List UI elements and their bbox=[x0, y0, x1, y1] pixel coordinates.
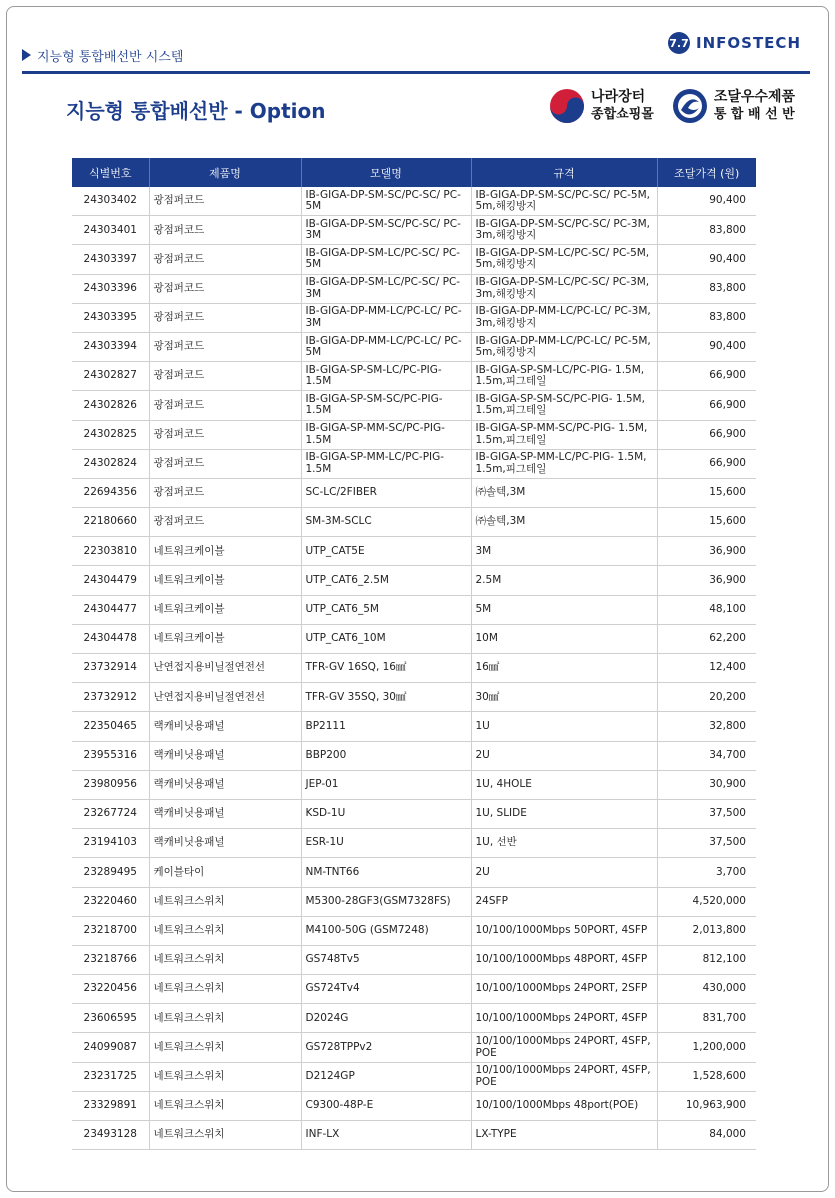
id-cell: 24302826 bbox=[72, 391, 149, 420]
id-cell: 24303401 bbox=[72, 216, 149, 245]
model-name-cell: C9300-48P-E bbox=[301, 1091, 471, 1120]
table-row bbox=[72, 508, 756, 537]
product-name-cell: 랙캐비닛용패널 bbox=[149, 741, 301, 770]
id-cell: 24302827 bbox=[72, 362, 149, 391]
product-name-cell: 광점퍼코드 bbox=[149, 274, 301, 303]
id-cell: 24303397 bbox=[72, 245, 149, 274]
id-cell: 23267724 bbox=[72, 799, 149, 828]
column-spec-header: 규격 bbox=[471, 158, 657, 187]
model-name-cell: TFR-GV 35SQ, 30㎟ bbox=[301, 683, 471, 712]
price-cell: 15,600 bbox=[657, 478, 756, 507]
spec-cell: 10/100/1000Mbps 50PORT, 4SFP bbox=[471, 916, 657, 945]
price-cell: 37,500 bbox=[657, 829, 756, 858]
logo2-line1: 조달우수제품 bbox=[713, 89, 795, 105]
price-cell: 15,600 bbox=[657, 508, 756, 537]
spec-cell: IB-GIGA-SP-SM-LC/PC-PIG- 1.5M, 1.5m,피그테일 bbox=[471, 362, 657, 391]
table-row bbox=[72, 799, 756, 828]
product-name-cell: 난연접지용비닐절연전선 bbox=[149, 654, 301, 683]
model-name-cell: IB-GIGA-DP-SM-LC/PC-SC/ PC-3M bbox=[301, 274, 471, 303]
table-header-row bbox=[72, 158, 756, 187]
model-name-cell: IB-GIGA-SP-SM-LC/PC-PIG- 1.5M bbox=[301, 362, 471, 391]
spec-cell: IB-GIGA-DP-SM-SC/PC-SC/ PC-5M, 5m,해킹방지 bbox=[471, 187, 657, 216]
table-row bbox=[72, 975, 756, 1004]
table-row bbox=[72, 712, 756, 741]
brand-name: INFOSTECH bbox=[696, 34, 801, 52]
spec-cell: 5M bbox=[471, 595, 657, 624]
model-name-cell: IB-GIGA-SP-MM-SC/PC-PIG- 1.5M bbox=[301, 420, 471, 449]
page-title: 지능형 통합배선반 - Option bbox=[66, 99, 326, 123]
table-row bbox=[72, 362, 756, 391]
model-name-cell: IB-GIGA-SP-MM-LC/PC-PIG- 1.5M bbox=[301, 449, 471, 478]
spec-cell: IB-GIGA-DP-MM-LC/PC-LC/ PC-3M, 3m,해킹방지 bbox=[471, 303, 657, 332]
certification-logos bbox=[549, 88, 795, 124]
product-name-cell: 네트워크스위치 bbox=[149, 1033, 301, 1062]
price-cell: 83,800 bbox=[657, 216, 756, 245]
spec-cell: 2.5M bbox=[471, 566, 657, 595]
model-name-cell: BP2111 bbox=[301, 712, 471, 741]
column-id-header: 식별번호 bbox=[72, 158, 149, 187]
product-name-cell: 광점퍼코드 bbox=[149, 508, 301, 537]
spec-cell: 2U bbox=[471, 858, 657, 887]
breadcrumb: 지능형 통합배선반 시스템 bbox=[37, 49, 184, 65]
logo1-line1: 나라장터 bbox=[591, 89, 646, 105]
model-name-cell: INF-LX bbox=[301, 1121, 471, 1150]
table-row bbox=[72, 1062, 756, 1091]
model-name-cell: SC-LC/2FIBER bbox=[301, 478, 471, 507]
product-name-cell: 네트워크케이블 bbox=[149, 624, 301, 653]
table-row bbox=[72, 624, 756, 653]
spec-cell: 1U, SLIDE bbox=[471, 799, 657, 828]
product-name-cell: 광점퍼코드 bbox=[149, 449, 301, 478]
id-cell: 24304477 bbox=[72, 595, 149, 624]
id-cell: 23218700 bbox=[72, 916, 149, 945]
product-name-cell: 네트워크스위치 bbox=[149, 1091, 301, 1120]
model-name-cell: IB-GIGA-DP-SM-LC/PC-SC/ PC-5M bbox=[301, 245, 471, 274]
column-price-header: 조달가격 (원) bbox=[657, 158, 756, 187]
table-row bbox=[72, 654, 756, 683]
product-name-cell: 케이블타이 bbox=[149, 858, 301, 887]
table-row bbox=[72, 245, 756, 274]
column-model-name-header: 모델명 bbox=[301, 158, 471, 187]
id-cell: 24304478 bbox=[72, 624, 149, 653]
spec-cell: 16㎟ bbox=[471, 654, 657, 683]
product-name-cell: 광점퍼코드 bbox=[149, 216, 301, 245]
table-row bbox=[72, 216, 756, 245]
table-row bbox=[72, 770, 756, 799]
table-row bbox=[72, 332, 756, 361]
model-name-cell: GS724Tv4 bbox=[301, 975, 471, 1004]
price-cell: 90,400 bbox=[657, 332, 756, 361]
price-cell: 37,500 bbox=[657, 799, 756, 828]
id-cell: 23732914 bbox=[72, 654, 149, 683]
id-cell: 24303395 bbox=[72, 303, 149, 332]
table-row bbox=[72, 1004, 756, 1033]
header-divider bbox=[22, 71, 810, 74]
model-name-cell: IB-GIGA-DP-SM-SC/PC-SC/ PC-5M bbox=[301, 187, 471, 216]
spec-cell: IB-GIGA-DP-MM-LC/PC-LC/ PC-5M, 5m,해킹방지 bbox=[471, 332, 657, 361]
product-name-cell: 랙캐비닛용패널 bbox=[149, 712, 301, 741]
table-row bbox=[72, 741, 756, 770]
price-cell: 831,700 bbox=[657, 1004, 756, 1033]
table-row bbox=[72, 566, 756, 595]
price-cell: 36,900 bbox=[657, 537, 756, 566]
spec-cell: LX-TYPE bbox=[471, 1121, 657, 1150]
price-cell: 812,100 bbox=[657, 945, 756, 974]
product-name-cell: 네트워크스위치 bbox=[149, 916, 301, 945]
model-name-cell: D2124GP bbox=[301, 1062, 471, 1091]
product-name-cell: 광점퍼코드 bbox=[149, 187, 301, 216]
model-name-cell: IB-GIGA-SP-SM-SC/PC-PIG- 1.5M bbox=[301, 391, 471, 420]
price-cell: 90,400 bbox=[657, 245, 756, 274]
id-cell: 23493128 bbox=[72, 1121, 149, 1150]
id-cell: 23329891 bbox=[72, 1091, 149, 1120]
product-name-cell: 네트워크스위치 bbox=[149, 1062, 301, 1091]
product-name-cell: 광점퍼코드 bbox=[149, 420, 301, 449]
id-cell: 23732912 bbox=[72, 683, 149, 712]
spec-cell: 1U bbox=[471, 712, 657, 741]
product-name-cell: 네트워크스위치 bbox=[149, 975, 301, 1004]
price-cell: 1,200,000 bbox=[657, 1033, 756, 1062]
table-row bbox=[72, 595, 756, 624]
table-row bbox=[72, 537, 756, 566]
id-cell: 24099087 bbox=[72, 1033, 149, 1062]
spec-cell: IB-GIGA-SP-SM-SC/PC-PIG- 1.5M, 1.5m,피그테일 bbox=[471, 391, 657, 420]
table-row bbox=[72, 449, 756, 478]
model-name-cell: UTP_CAT6_5M bbox=[301, 595, 471, 624]
table-row bbox=[72, 391, 756, 420]
product-name-cell: 광점퍼코드 bbox=[149, 362, 301, 391]
id-cell: 23606595 bbox=[72, 1004, 149, 1033]
price-cell: 30,900 bbox=[657, 770, 756, 799]
spec-cell: 2U bbox=[471, 741, 657, 770]
table-row bbox=[72, 1091, 756, 1120]
id-cell: 24302825 bbox=[72, 420, 149, 449]
id-cell: 22180660 bbox=[72, 508, 149, 537]
product-name-cell: 랙캐비닛용패널 bbox=[149, 770, 301, 799]
model-name-cell: SM-3M-SCLC bbox=[301, 508, 471, 537]
price-cell: 83,800 bbox=[657, 274, 756, 303]
price-cell: 3,700 bbox=[657, 858, 756, 887]
id-cell: 23218766 bbox=[72, 945, 149, 974]
spec-cell: ㈜솔텍,3M bbox=[471, 508, 657, 537]
product-name-cell: 네트워크케이블 bbox=[149, 595, 301, 624]
product-name-cell: 난연접지용비닐절연전선 bbox=[149, 683, 301, 712]
price-cell: 32,800 bbox=[657, 712, 756, 741]
model-name-cell: UTP_CAT6_10M bbox=[301, 624, 471, 653]
price-cell: 20,200 bbox=[657, 683, 756, 712]
id-cell: 23194103 bbox=[72, 829, 149, 858]
table-row bbox=[72, 683, 756, 712]
brand-badge-icon: 7.7 bbox=[668, 32, 690, 54]
price-cell: 430,000 bbox=[657, 975, 756, 1004]
product-price-table bbox=[72, 158, 756, 1150]
price-cell: 48,100 bbox=[657, 595, 756, 624]
id-cell: 24303394 bbox=[72, 332, 149, 361]
price-cell: 90,400 bbox=[657, 187, 756, 216]
spec-cell: 30㎟ bbox=[471, 683, 657, 712]
id-cell: 24303396 bbox=[72, 274, 149, 303]
id-cell: 24304479 bbox=[72, 566, 149, 595]
price-cell: 2,013,800 bbox=[657, 916, 756, 945]
id-cell: 22350465 bbox=[72, 712, 149, 741]
id-cell: 23220456 bbox=[72, 975, 149, 1004]
model-name-cell: UTP_CAT5E bbox=[301, 537, 471, 566]
spec-cell: 3M bbox=[471, 537, 657, 566]
spec-cell: 10/100/1000Mbps 24PORT, 4SFP, POE bbox=[471, 1062, 657, 1091]
product-name-cell: 광점퍼코드 bbox=[149, 245, 301, 274]
product-name-cell: 랙캐비닛용패널 bbox=[149, 829, 301, 858]
id-cell: 24303402 bbox=[72, 187, 149, 216]
spec-cell: 10/100/1000Mbps 24PORT, 2SFP bbox=[471, 975, 657, 1004]
excellent-procurement-logo bbox=[672, 88, 795, 124]
procurement-seal-icon bbox=[672, 88, 708, 124]
model-name-cell: TFR-GV 16SQ, 16㎟ bbox=[301, 654, 471, 683]
product-name-cell: 네트워크스위치 bbox=[149, 887, 301, 916]
table-row bbox=[72, 187, 756, 216]
table-row bbox=[72, 478, 756, 507]
spec-cell: 1U, 선반 bbox=[471, 829, 657, 858]
triangle-right-icon bbox=[22, 49, 31, 61]
model-name-cell: JEP-01 bbox=[301, 770, 471, 799]
price-cell: 84,000 bbox=[657, 1121, 756, 1150]
table-row bbox=[72, 1121, 756, 1150]
product-name-cell: 네트워크케이블 bbox=[149, 537, 301, 566]
model-name-cell: M4100-50G (GSM7248) bbox=[301, 916, 471, 945]
column-product-name-header: 제품명 bbox=[149, 158, 301, 187]
model-name-cell: IB-GIGA-DP-MM-LC/PC-LC/ PC-5M bbox=[301, 332, 471, 361]
table-row bbox=[72, 916, 756, 945]
price-cell: 12,400 bbox=[657, 654, 756, 683]
model-name-cell: GS748Tv5 bbox=[301, 945, 471, 974]
product-name-cell: 광점퍼코드 bbox=[149, 478, 301, 507]
spec-cell: 10/100/1000Mbps 48PORT, 4SFP bbox=[471, 945, 657, 974]
price-cell: 66,900 bbox=[657, 449, 756, 478]
spec-cell: 1U, 4HOLE bbox=[471, 770, 657, 799]
spec-cell: 10/100/1000Mbps 24PORT, 4SFP bbox=[471, 1004, 657, 1033]
id-cell: 23231725 bbox=[72, 1062, 149, 1091]
table-row bbox=[72, 274, 756, 303]
spec-cell: IB-GIGA-DP-SM-LC/PC-SC/ PC-5M, 5m,해킹방지 bbox=[471, 245, 657, 274]
spec-cell: 10/100/1000Mbps 24PORT, 4SFP, POE bbox=[471, 1033, 657, 1062]
price-cell: 10,963,900 bbox=[657, 1091, 756, 1120]
spec-cell: IB-GIGA-SP-MM-LC/PC-PIG- 1.5M, 1.5m,피그테일 bbox=[471, 449, 657, 478]
price-cell: 1,528,600 bbox=[657, 1062, 756, 1091]
table-row bbox=[72, 945, 756, 974]
table-row bbox=[72, 420, 756, 449]
model-name-cell: IB-GIGA-DP-SM-SC/PC-SC/ PC-3M bbox=[301, 216, 471, 245]
spec-cell: ㈜솔텍,3M bbox=[471, 478, 657, 507]
id-cell: 23955316 bbox=[72, 741, 149, 770]
model-name-cell: UTP_CAT6_2.5M bbox=[301, 566, 471, 595]
table-row bbox=[72, 887, 756, 916]
product-name-cell: 네트워크스위치 bbox=[149, 1121, 301, 1150]
taegeuk-icon bbox=[549, 88, 585, 124]
spec-cell: IB-GIGA-SP-MM-SC/PC-PIG- 1.5M, 1.5m,피그테일 bbox=[471, 420, 657, 449]
table-row bbox=[72, 1033, 756, 1062]
model-name-cell: GS728TPPv2 bbox=[301, 1033, 471, 1062]
price-cell: 4,520,000 bbox=[657, 887, 756, 916]
id-cell: 22694356 bbox=[72, 478, 149, 507]
price-cell: 62,200 bbox=[657, 624, 756, 653]
product-name-cell: 랙캐비닛용패널 bbox=[149, 799, 301, 828]
id-cell: 23289495 bbox=[72, 858, 149, 887]
spec-cell: 10/100/1000Mbps 48port(POE) bbox=[471, 1091, 657, 1120]
price-cell: 66,900 bbox=[657, 420, 756, 449]
product-name-cell: 네트워크스위치 bbox=[149, 1004, 301, 1033]
price-cell: 66,900 bbox=[657, 391, 756, 420]
model-name-cell: M5300-28GF3(GSM7328FS) bbox=[301, 887, 471, 916]
price-cell: 36,900 bbox=[657, 566, 756, 595]
model-name-cell: ESR-1U bbox=[301, 829, 471, 858]
id-cell: 24302824 bbox=[72, 449, 149, 478]
id-cell: 23220460 bbox=[72, 887, 149, 916]
table-row bbox=[72, 858, 756, 887]
logo1-line2: 종합쇼핑몰 bbox=[591, 107, 654, 122]
logo2-line2: 통 합 배 선 반 bbox=[713, 107, 795, 122]
model-name-cell: NM-TNT66 bbox=[301, 858, 471, 887]
id-cell: 22303810 bbox=[72, 537, 149, 566]
table-row bbox=[72, 829, 756, 858]
price-cell: 66,900 bbox=[657, 362, 756, 391]
product-name-cell: 네트워크스위치 bbox=[149, 945, 301, 974]
model-name-cell: D2024G bbox=[301, 1004, 471, 1033]
spec-cell: IB-GIGA-DP-SM-LC/PC-SC/ PC-3M, 3m,해킹방지 bbox=[471, 274, 657, 303]
model-name-cell: IB-GIGA-DP-MM-LC/PC-LC/ PC-3M bbox=[301, 303, 471, 332]
model-name-cell: KSD-1U bbox=[301, 799, 471, 828]
id-cell: 23980956 bbox=[72, 770, 149, 799]
product-name-cell: 광점퍼코드 bbox=[149, 303, 301, 332]
spec-cell: 24SFP bbox=[471, 887, 657, 916]
model-name-cell: BBP200 bbox=[301, 741, 471, 770]
product-name-cell: 광점퍼코드 bbox=[149, 391, 301, 420]
table-row bbox=[72, 303, 756, 332]
price-cell: 34,700 bbox=[657, 741, 756, 770]
spec-cell: IB-GIGA-DP-SM-SC/PC-SC/ PC-3M, 3m,해킹방지 bbox=[471, 216, 657, 245]
brand-logo bbox=[668, 32, 801, 54]
nara-marketplace-logo bbox=[549, 88, 654, 124]
spec-cell: 10M bbox=[471, 624, 657, 653]
product-name-cell: 네트워크케이블 bbox=[149, 566, 301, 595]
price-cell: 83,800 bbox=[657, 303, 756, 332]
product-name-cell: 광점퍼코드 bbox=[149, 332, 301, 361]
